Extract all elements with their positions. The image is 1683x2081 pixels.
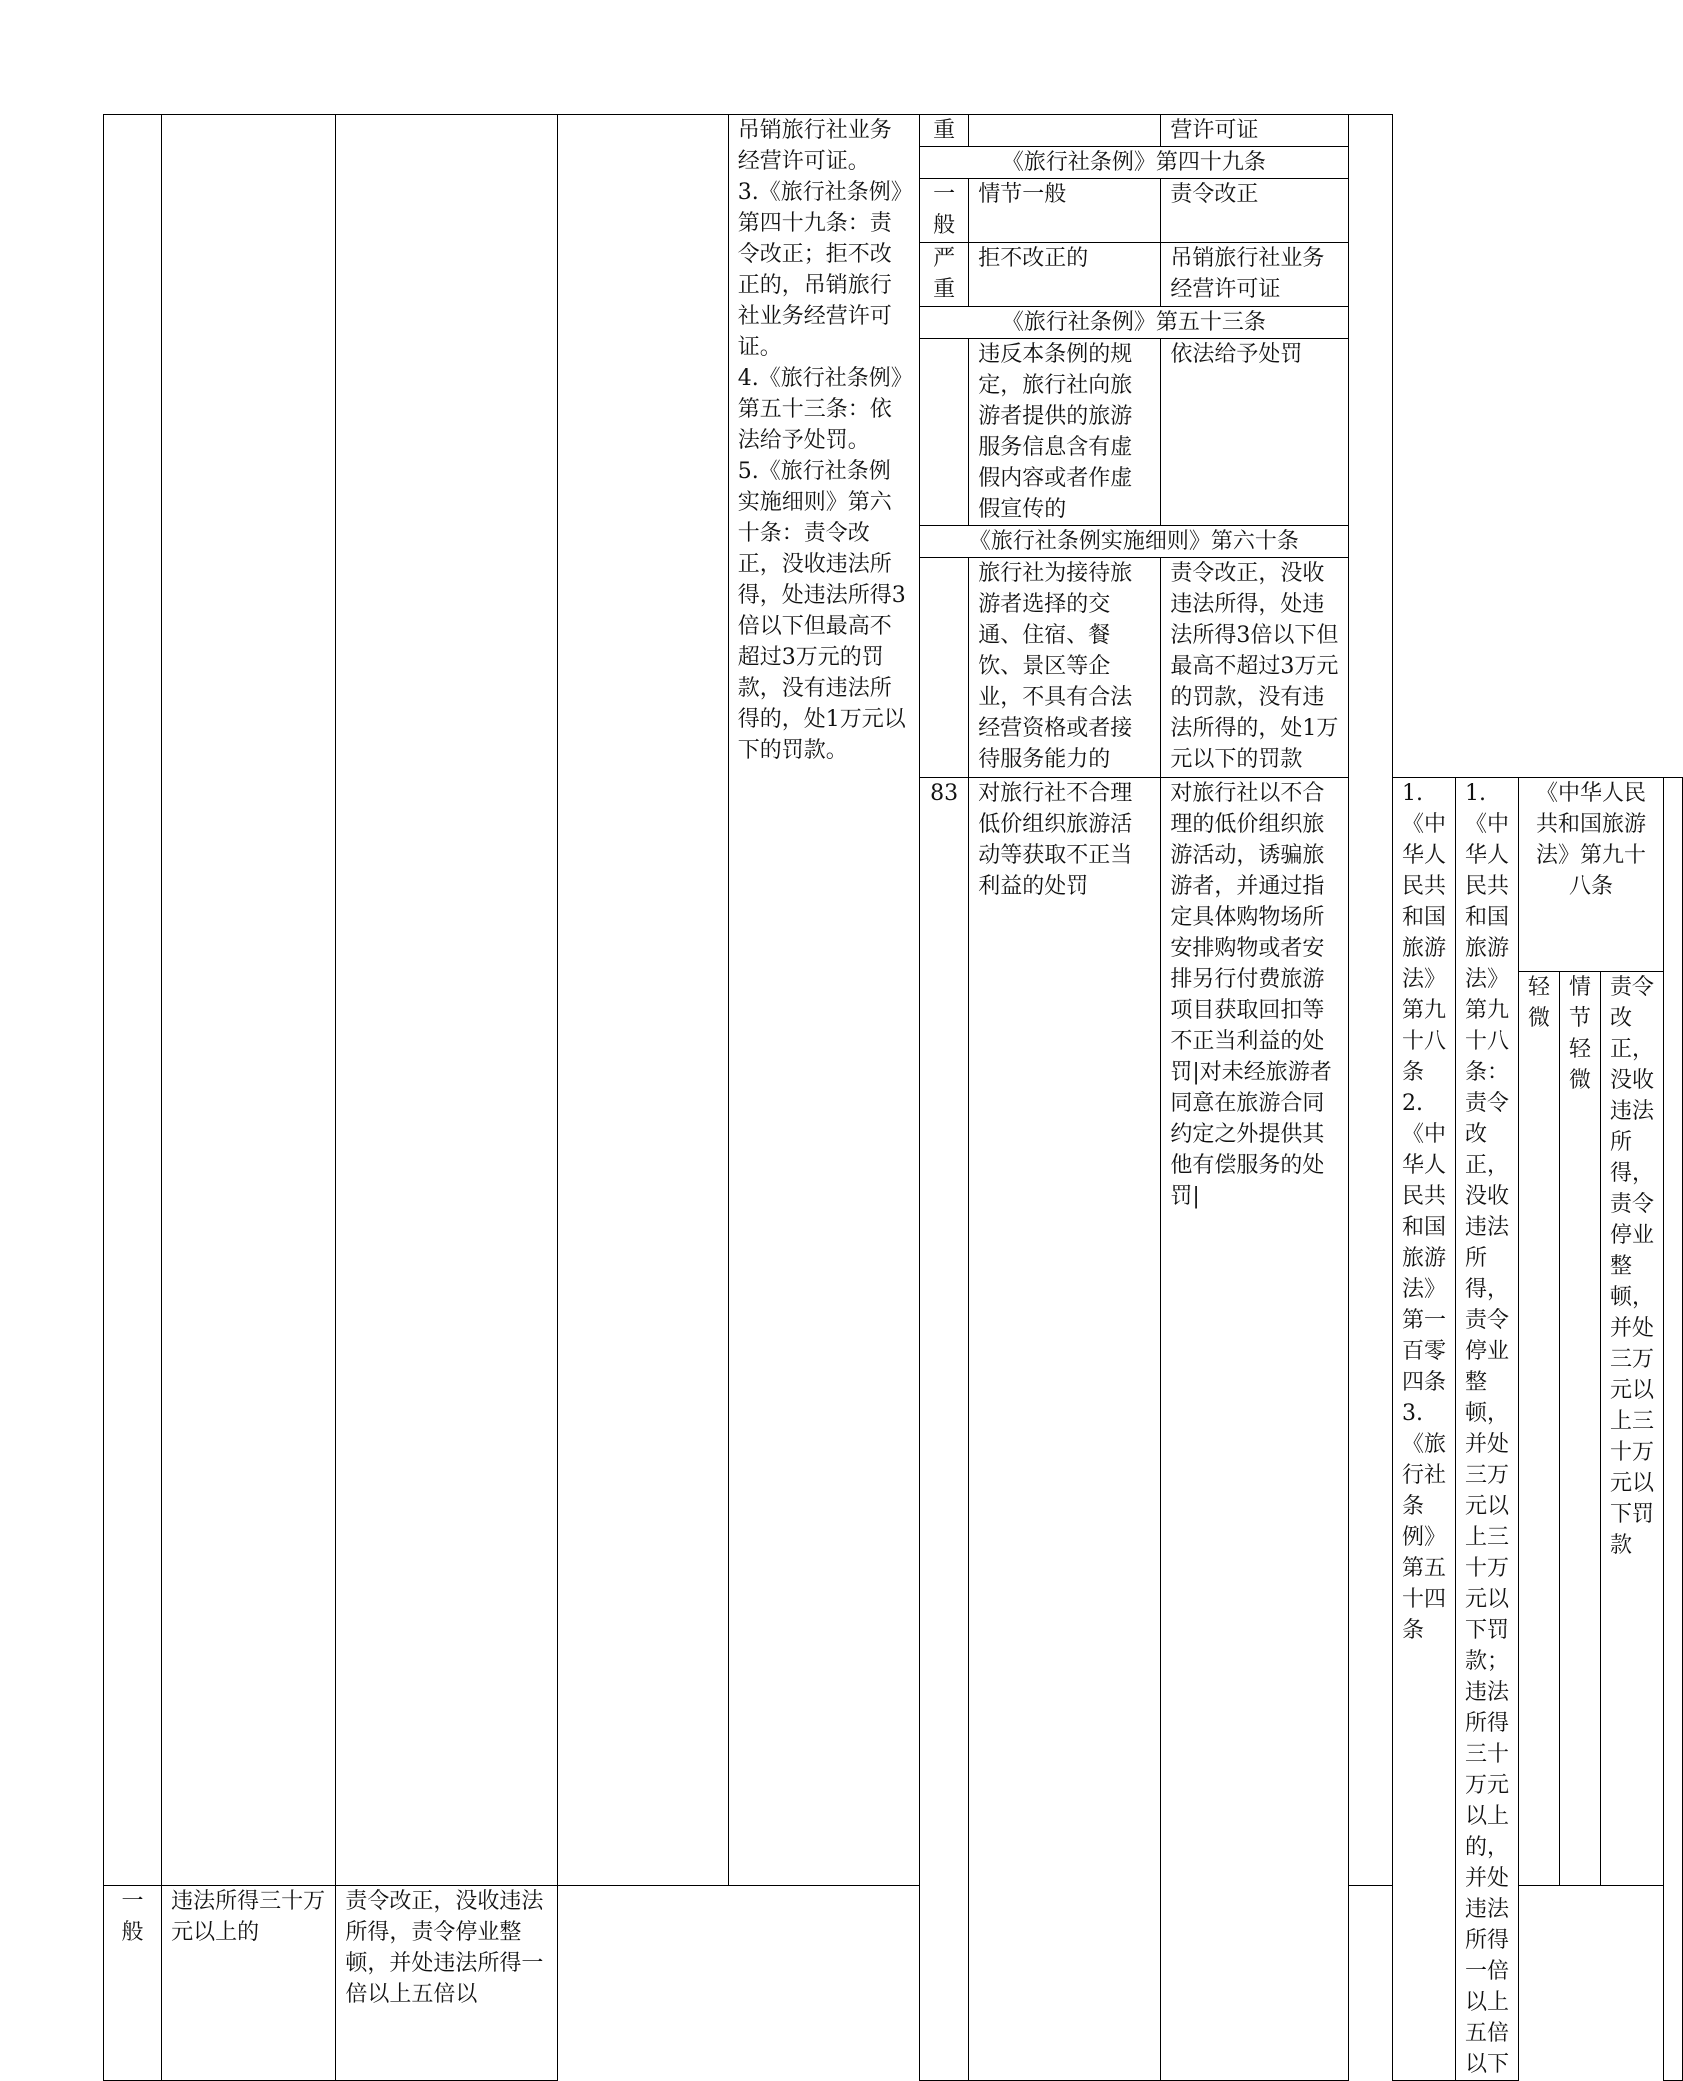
level-cell: 一般 [920, 179, 969, 243]
law-article-header: 《旅行社条例》第四十九条 [920, 147, 1349, 179]
number-cell: 83 [920, 778, 969, 2081]
basis-text: 吊销旅行社业务经营许可证。 3.《旅行社条例》第四十九条：责令改正；拒不改正的，吊销旅行社业务经营许可证。 4.《旅行社条例》第五十三条：依法给予处罚。 5.《旅行社条例实施细则》第六十条：责令改正，没收违法所得，处违法所得3倍以下但最高不超过3万元的罚款，没有违法所得的，处1万元以下的罚款。 [737, 118, 906, 763]
penalty-cell: 依法给予处罚 [1161, 339, 1348, 526]
table-row [104, 115, 1683, 147]
legal-basis-cell [1392, 778, 1455, 2081]
penalty-cell: 责令改正，没收违法所得，处违法所得3倍以下但最高不超过3万元的罚款，没有违法所得的，处1万元以下的罚款 [1161, 558, 1348, 778]
law-article-header: 《旅行社条例》第五十三条 [920, 307, 1349, 339]
condition-cell: 情节轻微 [1559, 971, 1600, 1885]
law-article-header: 《中华人民共和国旅游法》第九十八条 [1518, 778, 1663, 972]
legal-basis-cell [557, 115, 728, 1886]
penalty-standard-table [103, 114, 1683, 2081]
condition-cell: 违反本条例的规定，旅行社向旅游者提供的旅游服务信息含有虚假内容或者作虚假宣传的 [969, 339, 1161, 526]
item-name-cell [162, 115, 336, 1886]
penalty-cell: 吊销旅行社业务经营许可证 [1161, 243, 1348, 307]
law-article-header: 《旅行社条例实施细则》第六十条 [920, 526, 1349, 558]
level-cell [920, 558, 969, 778]
sub-items-cell [336, 115, 557, 1886]
level-cell: 严重 [920, 243, 969, 307]
remarks-cell [1664, 778, 1683, 2081]
basis-text-cell [728, 115, 919, 1886]
legal-basis-text: 1.《中华人民共和国旅游法》第九十八条 2.《中华人民共和国旅游法》第一百零四条 3.《旅行社条例》第五十四条 [1401, 781, 1446, 1643]
remarks-cell [1348, 115, 1392, 1886]
condition-cell: 情节一般 [969, 179, 1161, 243]
level-cell [920, 339, 969, 526]
penalty-cell: 责令改正 [1161, 179, 1348, 243]
level-cell: 一般 [104, 1885, 162, 2080]
penalty-cell: 责令改正，没收违法所得，责令停业整顿，并处违法所得一倍以上五倍以 [336, 1885, 557, 2080]
level-cell: 轻微 [1518, 971, 1559, 1885]
condition-cell [969, 115, 1161, 147]
condition-cell: 拒不改正的 [969, 243, 1161, 307]
basis-text-cell: 1.《中华人民共和国旅游法》第九十八条：责令改正，没收违法所得，责令停业整顿，并处三万元以上三十万元以下罚款；违法所得三十万元以上的，并处违法所得一倍以上五倍以下 [1455, 778, 1518, 2081]
number-cell [104, 115, 162, 1886]
item-name-cell: 对旅行社不合理低价组织旅游活动等获取不正当利益的处罚 [969, 778, 1161, 2081]
sub-items-cell: 对旅行社以不合理的低价组织旅游活动，诱骗旅游者，并通过指定具体购物场所安排购物或者安排另行付费旅游项目获取回扣等不正当利益的处罚|对未经旅游者同意在旅游合同约定之外提供其他有偿服务的处罚| [1161, 778, 1348, 2081]
penalty-cell: 责令改正，没收违法所得，责令停业整顿，并处三万元以上三十万元以下罚款 [1601, 971, 1664, 1885]
condition-cell: 违法所得三十万元以上的 [162, 1885, 336, 2080]
level-cell: 重 [920, 115, 969, 147]
penalty-cell: 营许可证 [1161, 115, 1348, 147]
condition-cell: 旅行社为接待旅游者选择的交通、住宿、餐饮、景区等企业，不具有合法经营资格或者接待服务能力的 [969, 558, 1161, 778]
